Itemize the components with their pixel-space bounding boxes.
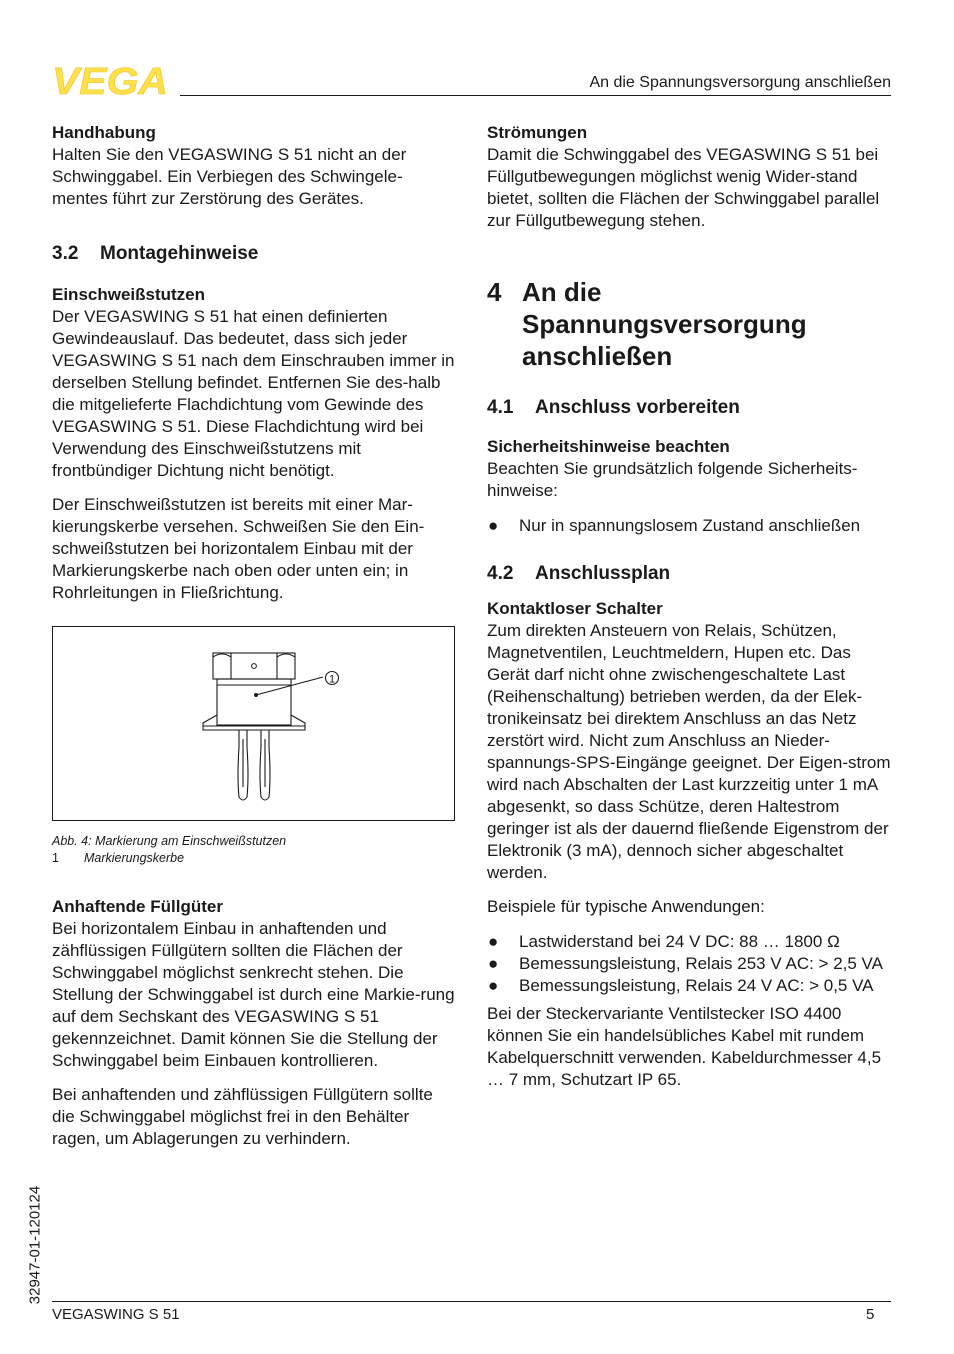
figure-legend — [52, 850, 456, 867]
chapter-4-heading — [487, 276, 891, 372]
bullet-icon: ● — [488, 516, 499, 535]
header-rule — [180, 95, 891, 96]
section-title: Montagehinweise — [100, 243, 259, 264]
list-item: ● Bemessungsleistung, Relais 24 V AC: > 0,5 VA — [488, 976, 874, 995]
sicherheit-text: Beachten Sie grundsätzlich folgende Sicherheits-hinweise: — [487, 459, 858, 500]
marking-notch — [254, 693, 258, 697]
chapter-title: An die Spannungsversorgung anschließen — [522, 277, 807, 371]
vega-logo — [52, 64, 170, 98]
list-item: ● Nur in spannungslosem Zustand anschließen — [488, 516, 861, 535]
bullet-icon: ● — [488, 954, 499, 973]
footer-product: VEGASWING S 51 — [52, 1306, 180, 1323]
right-column — [487, 122, 891, 1091]
section-number: 4.2 — [487, 563, 514, 584]
weld-socket-drawing — [53, 627, 454, 820]
section-number: 3.2 — [52, 243, 79, 264]
svg-text:VEGA: VEGA — [52, 64, 168, 98]
einschweiss-text-2: Der Einschweißstutzen ist bereits mit einer Mar-kierungskerbe versehen. Schweißen Sie den Ein-schweißstutzen bei horizontalem Einbau mit der Markierungskerbe nach oben oder unten ein; in Rohrleitungen in Fließrichtung. — [52, 495, 425, 602]
section-title: Anschlussplan — [535, 563, 671, 584]
section-4-1-heading — [487, 396, 891, 420]
bullet-icon: ● — [488, 976, 499, 995]
section-4-2-heading — [487, 562, 891, 586]
anhaftend-text-2: Bei anhaftenden und zähflüssigen Füllgütern sollte die Schwinggabel möglichst frei in den Behälter ragen, um Ablagerungen zu verhindern. — [52, 1085, 433, 1148]
running-header: An die Spannungsversorgung anschließen — [589, 74, 891, 91]
chapter-number: 4 — [487, 277, 502, 307]
kontaktlos-heading: Kontaktloser Schalter — [487, 599, 663, 618]
stroemungen-text: Damit die Schwinggabel des VEGASWING S 51 bei Füllgutbewegungen möglichst wenig Wider-stand bietet, sollten die Flächen der Schwinggabel parallel zur Füllgutbewegung stehen. — [487, 145, 880, 230]
figure-caption: Abb. 4: Markierung am Einschweißstutzen — [52, 834, 287, 848]
sicherheit-list — [487, 515, 891, 537]
list-item: ● Bemessungsleistung, Relais 253 V AC: > 2,5 VA — [488, 954, 883, 973]
section-title: Anschluss vorbereiten — [535, 397, 740, 418]
flange — [203, 715, 305, 730]
figure-weld-socket — [52, 626, 455, 821]
sicherheit-heading: Sicherheitshinweise beachten — [487, 437, 730, 456]
handhabung-text: Halten Sie den VEGASWING S 51 nicht an der Schwinggabel. Ein Verbiegen des Schwingele-mentes führt zur Zerstörung des Gerätes. — [52, 145, 407, 208]
examples-list — [487, 931, 891, 997]
section-number: 4.1 — [487, 397, 514, 418]
list-item: ● Lastwiderstand bei 24 V DC: 88 … 1800 Ω — [488, 932, 840, 951]
anhaftend-text: Bei horizontalem Einbau in anhaftenden und zähflüssigen Füllgütern sollten die Flächen der Schwinggabel möglichst senkrecht stehen. Die Stellung der Schwinggabel ist durch eine Markie-rung auf dem Sechskant des VEGASWING S 51 gekennzeichnet. Damit können Sie die Stellung der Schwinggabel beim Einbauen kontrollieren. — [52, 919, 455, 1070]
kontaktlos-text: Zum direkten Ansteuern von Relais, Schützen, Magnetventilen, Leuchtmeldern, Hupen etc. Das Gerät darf nicht ohne zwischengeschaltete Last (Reihenschaltung) betrieben werden, da der Elek-tronikeinsatz bei direktem Anschluss an das Netz zerstört wird. Nicht zum Anschluss an Nieder-spannungs-SPS-Eingänge geeignet. Der Eigen-strom wird nach Abschalten der Last kurzzeitig unter 1 mA abgesenkt, so dass Schütze, deren Haltestrom geringer ist als der dauernd fließende Eigenstrom der Elektronik (3 mA), dennoch sicher abgeschaltet werden. — [487, 621, 891, 882]
anhaftend-heading: Anhaftende Füllgüter — [52, 897, 223, 916]
stroemungen-heading: Strömungen — [487, 123, 588, 142]
legend-number: 1 — [52, 851, 59, 865]
bullet-icon: ● — [488, 932, 499, 951]
legend-text: Markierungskerbe — [84, 851, 185, 865]
einschweiss-text: Der VEGASWING S 51 hat einen definierten Gewindeauslauf. Das bedeutet, dass sich jeder VEGASWING S 51 nach dem Einschrauben immer in derselben Stellung befindet. Entfernen Sie des-halb die mitgelieferte Flachdichtung vom Gewinde des VEGASWING S 51. Diese Flachdichtung wird bei Verwendung des Einschweißstutzens mit frontbündiger Dichtung nicht benötigt. — [52, 307, 455, 480]
hex-nut — [213, 653, 295, 679]
handhabung-heading: Handhabung — [52, 123, 156, 142]
callout-number: 1 — [328, 673, 336, 686]
document-code: 32947-01-120124 — [26, 1185, 44, 1305]
kontaktlos-text-2: Bei der Steckervariante Ventilstecker ISO 4400 können Sie ein handelsübliches Kabel mit rundem Kabelquerschnitt verwenden. Kabeldurchmesser 4,5 … 7 mm, Schutzart IP 65. — [487, 1004, 882, 1089]
left-column — [52, 122, 456, 1150]
page-number: 5 — [866, 1306, 875, 1323]
section-3-2-heading — [52, 242, 456, 266]
examples-intro: Beispiele für typische Anwendungen: — [487, 897, 765, 916]
einschweiss-heading: Einschweißstutzen — [52, 285, 206, 304]
footer-rule — [52, 1301, 891, 1302]
